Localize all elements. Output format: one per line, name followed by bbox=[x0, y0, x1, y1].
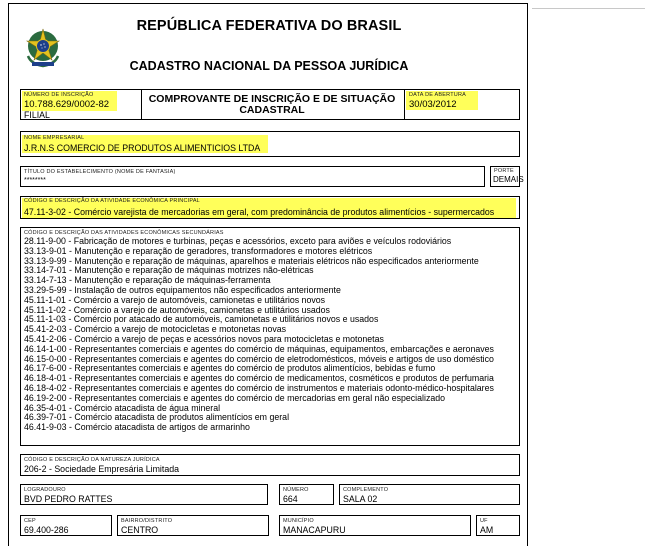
atividade-secundaria-item: 33.14-7-01 - Manutenção e reparação de máquinas motrizes não-elétricas bbox=[24, 265, 314, 276]
cep-label: CEP bbox=[24, 518, 36, 524]
atividade-secundaria-item: 33.29-5-99 - Instalação de outros equipamentos não especificados anteriormente bbox=[24, 284, 341, 295]
atividade-secundaria-item: 46.14-1-00 - Representantes comerciais e agentes do comércio de máquinas, equipamentos, embarcações e aeronaves bbox=[24, 343, 494, 354]
atividade-secundaria-item: 33.13-9-99 - Manutenção e reparação de máquinas, aparelhos e materiais elétricos não especificados anteriormente bbox=[24, 255, 479, 266]
fantasia-box bbox=[20, 166, 485, 187]
logradouro-box bbox=[20, 484, 268, 505]
atividade-secundaria-item: 46.35-4-01 - Comércio atacadista de água mineral bbox=[24, 402, 221, 413]
inscricao-box bbox=[20, 89, 520, 120]
atividade-secundaria-item: 45.11-1-01 - Comércio a varejo de automóveis, camionetas e utilitários novos bbox=[24, 294, 326, 305]
atividade-secundaria-item: 46.39-7-01 - Comércio atacadista de produtos alimentícios em geral bbox=[24, 412, 290, 423]
page-title: REPÚBLICA FEDERATIVA DO BRASIL bbox=[136, 18, 402, 34]
atividade-secundaria-item: 45.41-2-06 - Comércio a varejo de peças e acessórios novos para motocicletas e motonetas bbox=[24, 333, 384, 344]
inscricao-numero: 10.788.629/0002-82 bbox=[24, 99, 110, 110]
logradouro-label: LOGRADOURO bbox=[24, 487, 66, 493]
atividade-secundaria-item: 45.41-2-03 - Comércio a varejo de motocicletas e motonetas novas bbox=[24, 324, 287, 335]
comprovante-line2: CADASTRAL bbox=[239, 104, 305, 116]
atividade-secundaria-item: 33.14-7-13 - Manutenção e reparação de máquinas-ferramenta bbox=[24, 275, 271, 286]
inscricao-tipo: FILIAL bbox=[24, 110, 50, 120]
bairro-label: BAIRRO/DISTRITO bbox=[121, 518, 173, 524]
natureza-juridica-value: 206-2 - Sociedade Empresária Limitada bbox=[24, 464, 180, 474]
uf-label: UF bbox=[480, 518, 488, 524]
nome-empresarial-box bbox=[20, 131, 520, 157]
natureza-juridica-box bbox=[20, 454, 520, 476]
atividade-secundaria-item: 46.41-9-03 - Comércio atacadista de artigos de armarinho bbox=[24, 422, 250, 433]
numero-label: NÚMERO bbox=[283, 487, 309, 493]
comprovante-title bbox=[142, 94, 402, 116]
atividade-secundaria-item: 45.11-1-03 - Comércio por atacado de automóveis, camionetas e utilitários novos e usados bbox=[24, 314, 379, 325]
comprovante-line1: COMPROVANTE DE INSCRIÇÃO E DE SITUAÇÃO bbox=[148, 93, 396, 105]
blank-area bbox=[531, 0, 645, 546]
atividade-secundaria-item: 46.19-2-00 - Representantes comerciais e agentes do comércio de mercadorias em geral não especializado bbox=[24, 392, 446, 403]
atividade-secundaria-item: 28.11-9-00 - Fabricação de motores e turbinas, peças e acessórios, exceto para aviões e veículos rodoviários bbox=[24, 236, 452, 246]
cep-box bbox=[20, 515, 112, 536]
abertura-value: 30/03/2012 bbox=[409, 99, 457, 110]
document-page bbox=[8, 3, 528, 546]
porte-label: PORTE bbox=[494, 168, 514, 174]
municipio-label: MUNICÍPIO bbox=[283, 518, 314, 524]
bairro-value: CENTRO bbox=[121, 525, 159, 535]
complemento-label: COMPLEMENTO bbox=[343, 487, 389, 493]
atividades-secundarias-label: CÓDIGO E DESCRIÇÃO DAS ATIVIDADES ECONÔMICAS SECUNDÁRIAS bbox=[24, 230, 224, 236]
logradouro-value: BVD PEDRO RATTES bbox=[24, 494, 113, 504]
fantasia-label: TÍTULO DO ESTABELECIMENTO (NOME DE FANTASIA) bbox=[24, 169, 176, 175]
numero-value: 664 bbox=[283, 494, 298, 504]
bairro-box bbox=[117, 515, 269, 536]
municipio-value: MANACAPURU bbox=[283, 525, 346, 535]
atividade-secundaria-item: 46.15-0-00 - Representantes comerciais e agentes do comércio de eletrodomésticos, móveis e artigos de uso doméstico bbox=[24, 353, 494, 364]
divider-line bbox=[532, 8, 645, 9]
uf-box bbox=[476, 515, 520, 536]
numero-box bbox=[279, 484, 334, 505]
porte-value: DEMAIS bbox=[493, 175, 524, 184]
porte-box bbox=[490, 166, 524, 187]
complemento-value: SALA 02 bbox=[343, 494, 378, 504]
fantasia-value: ******** bbox=[24, 177, 46, 184]
natureza-juridica-label: CÓDIGO E DESCRIÇÃO DA NATUREZA JURÍDICA bbox=[24, 457, 160, 463]
atividade-secundaria-item: 33.13-9-01 - Manutenção e reparação de geradores, transformadores e motores elétricos bbox=[24, 245, 373, 256]
atividade-secundaria-item: 46.17-6-00 - Representantes comerciais e agentes do comércio de produtos alimentícios, bebidas e fumo bbox=[24, 363, 436, 374]
page-subtitle: CADASTRO NACIONAL DA PESSOA JURÍDICA bbox=[129, 59, 409, 73]
uf-value: AM bbox=[480, 525, 494, 535]
atividade-principal-value: 47.11-3-02 - Comércio varejista de mercadorias em geral, com predominância de produtos alimentícios - supermercados bbox=[24, 207, 495, 217]
nome-empresarial-value: J.R.N.S COMERCIO DE PRODUTOS ALIMENTICIOS LTDA bbox=[24, 143, 261, 153]
atividade-principal-label: CÓDIGO E DESCRIÇÃO DA ATIVIDADE ECONÔMICA PRINCIPAL bbox=[24, 198, 200, 204]
cep-value: 69.400-286 bbox=[24, 525, 69, 535]
abertura-label: DATA DE ABERTURA bbox=[409, 92, 466, 98]
atividades-secundarias-list bbox=[24, 237, 494, 433]
atividade-secundaria-item: 46.18-4-01 - Representantes comerciais e agentes do comércio de medicamentos, cosméticos e produtos de perfumaria bbox=[24, 373, 494, 384]
nome-empresarial-label: NOME EMPRESARIAL bbox=[24, 135, 85, 141]
inscricao-label: NÚMERO DE INSCRIÇÃO bbox=[24, 92, 94, 98]
atividade-secundaria-item: 46.18-4-02 - Representantes comerciais e agentes do comércio de instrumentos e materiais odonto-médico-hospitalares bbox=[24, 382, 494, 393]
atividades-secundarias-box bbox=[20, 227, 520, 446]
complemento-box bbox=[339, 484, 520, 505]
municipio-box bbox=[279, 515, 471, 536]
atividade-secundaria-item: 45.11-1-02 - Comércio a varejo de automóveis, camionetas e utilitários usados bbox=[24, 304, 330, 315]
atividade-principal-box bbox=[20, 196, 520, 219]
